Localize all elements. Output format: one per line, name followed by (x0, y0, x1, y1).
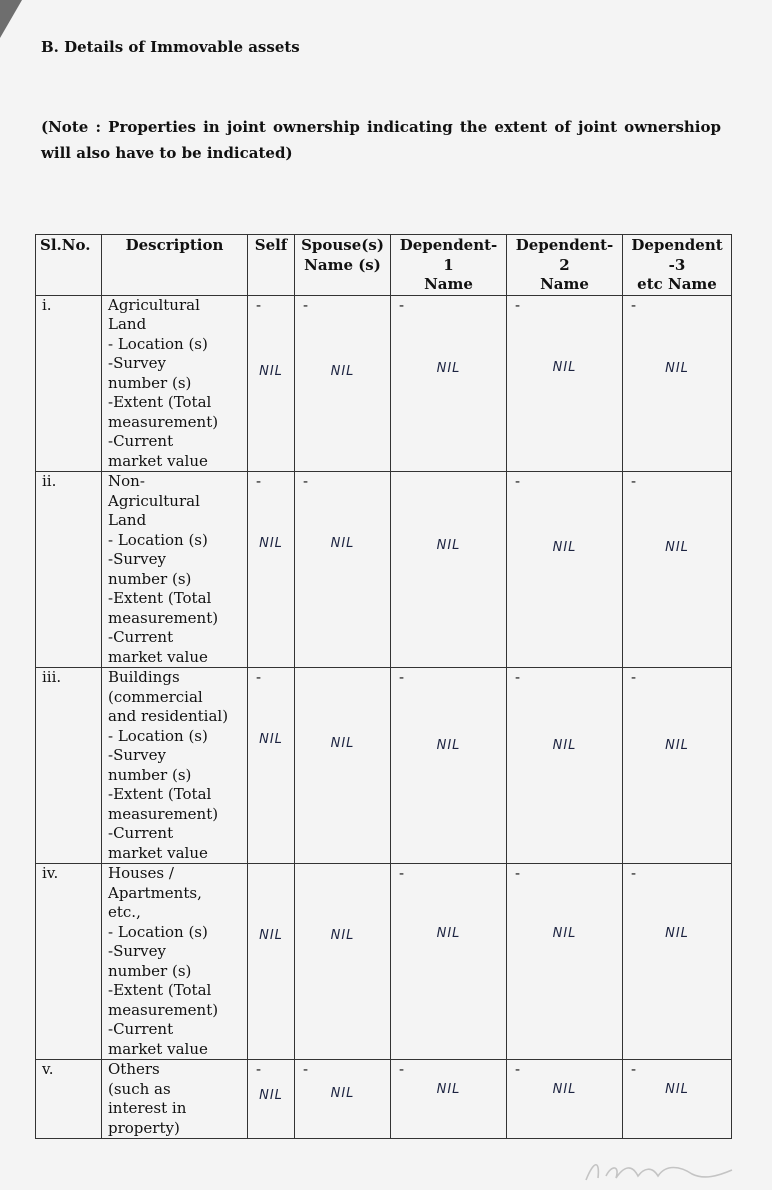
desc-line: - Location (s) (108, 530, 208, 549)
spouse-cell (295, 295, 391, 472)
dependent-3-cell (623, 472, 732, 668)
handwritten-entry: NIL (436, 926, 461, 941)
desc-line: -Current (108, 432, 174, 450)
col-header-dep1-line3: Name (424, 275, 473, 293)
dash-mark: - (256, 1060, 262, 1078)
row-sl-no: iv. (36, 864, 102, 1060)
row-sl-no: i. (36, 295, 102, 472)
dependent-2-cell (507, 295, 623, 472)
handwritten-entry: NIL (665, 926, 689, 941)
dash-mark: - (515, 472, 521, 490)
dash-mark: - (515, 864, 521, 882)
dash-mark: - (399, 668, 405, 686)
dependent-1-cell (391, 864, 507, 1060)
desc-line: property) (108, 1118, 180, 1137)
col-header-dep3-line1: Dependent (631, 236, 723, 254)
dash-mark: - (631, 1060, 637, 1078)
dependent-3-cell (623, 864, 732, 1060)
col-header-sl-no: Sl.No. (36, 235, 102, 296)
handwritten-entry: NIL (436, 538, 461, 553)
handwritten-entry: NIL (552, 738, 577, 753)
desc-line: Buildings (108, 668, 180, 686)
desc-line: -Survey (108, 942, 167, 960)
desc-line: -Current (108, 824, 174, 842)
dash-mark: - (399, 1060, 405, 1078)
row-sl-no: iii. (36, 668, 102, 864)
dependent-1-cell (391, 295, 507, 472)
desc-line: number (s) (108, 765, 192, 784)
handwritten-entry: NIL (552, 359, 577, 375)
desc-line: Apartments, (108, 883, 202, 902)
dash-mark: - (256, 472, 262, 490)
desc-line: Land (108, 511, 147, 529)
handwritten-entry: NIL (665, 540, 689, 555)
handwritten-entry: NIL (330, 736, 355, 751)
dash-mark: - (303, 295, 309, 314)
page-corner-shadow (0, 0, 22, 38)
desc-line: measurement) (108, 608, 219, 627)
dash-mark: - (399, 864, 405, 882)
handwritten-entry: NIL (436, 360, 461, 376)
immovable-assets-table (35, 234, 732, 1139)
desc-line: - Location (s) (108, 726, 208, 745)
desc-line: -Extent (Total (108, 589, 212, 607)
dash-mark: - (631, 864, 637, 882)
desc-line: - Location (s) (108, 922, 208, 941)
dependent-3-cell (623, 1060, 732, 1139)
self-cell (248, 1060, 295, 1139)
desc-line: measurement) (108, 1000, 219, 1019)
handwritten-entry: NIL (552, 1082, 577, 1097)
dash-mark: - (631, 295, 637, 314)
desc-line: -Survey (108, 550, 167, 568)
desc-line: market value (108, 843, 208, 862)
spouse-cell (295, 668, 391, 864)
desc-line: measurement) (108, 412, 219, 431)
col-header-self: Self (248, 235, 295, 296)
desc-line: Non- (108, 472, 145, 490)
self-cell (248, 472, 295, 668)
desc-line: - Location (s) (108, 334, 208, 353)
desc-line: Others (108, 1060, 160, 1078)
table-row (36, 668, 732, 864)
dependent-2-cell (507, 472, 623, 668)
dash-mark: - (256, 668, 262, 686)
handwritten-entry: NIL (259, 928, 283, 943)
row-description (102, 864, 248, 1060)
dash-mark: - (515, 668, 521, 686)
desc-line: interest in (108, 1099, 187, 1117)
col-header-dep1-line1: Dependent- (399, 236, 498, 254)
col-header-dependent-3 (623, 235, 732, 296)
desc-line: number (s) (108, 569, 192, 588)
desc-line: and residential) (108, 707, 229, 725)
desc-line: number (s) (108, 961, 192, 980)
handwritten-entry: NIL (436, 1082, 461, 1097)
desc-line: (such as (108, 1079, 171, 1098)
dependent-1-cell (391, 668, 507, 864)
desc-line: Land (108, 315, 147, 333)
row-description (102, 668, 248, 864)
row-sl-no: ii. (36, 472, 102, 668)
table-row (36, 472, 732, 668)
table-header-row (36, 235, 732, 296)
handwritten-entry: NIL (552, 926, 577, 941)
self-cell (248, 864, 295, 1060)
row-description (102, 295, 248, 472)
handwritten-entry: NIL (330, 363, 355, 379)
dash-mark: - (515, 295, 521, 314)
desc-line: market value (108, 1039, 208, 1058)
dash-mark: - (303, 472, 309, 490)
dash-mark: - (256, 295, 262, 314)
col-header-spouse (295, 235, 391, 296)
dependent-2-cell (507, 668, 623, 864)
dependent-3-cell (623, 668, 732, 864)
desc-line: Houses / (108, 864, 174, 882)
desc-line: market value (108, 451, 208, 470)
col-header-description: Description (102, 235, 248, 296)
dash-mark: - (399, 295, 405, 314)
desc-line: market value (108, 647, 208, 666)
row-description (102, 1060, 248, 1139)
desc-line: etc., (108, 903, 141, 921)
dash-mark: - (631, 668, 637, 686)
handwritten-entry: NIL (330, 928, 355, 943)
handwritten-entry: NIL (665, 360, 689, 376)
section-heading: B. Details of Immovable assets (41, 38, 300, 56)
handwritten-entry: NIL (665, 1082, 689, 1097)
table-row (36, 295, 732, 472)
desc-line: -Current (108, 628, 174, 646)
desc-line: -Current (108, 1020, 174, 1038)
col-header-dep2-line1: Dependent- (515, 236, 614, 254)
col-header-dependent-2 (507, 235, 623, 296)
desc-line: -Extent (Total (108, 981, 212, 999)
col-header-dep3-line2: -3 (668, 255, 686, 274)
desc-line: number (s) (108, 373, 192, 392)
col-header-dep2-line2: 2 (559, 255, 570, 274)
dependent-2-cell (507, 1060, 623, 1139)
dependent-1-cell (391, 1060, 507, 1139)
handwritten-entry: NIL (436, 738, 461, 753)
dash-mark: - (303, 1060, 309, 1078)
handwritten-entry: NIL (259, 363, 283, 379)
handwritten-entry: NIL (330, 1086, 355, 1101)
joint-ownership-note: (Note : Properties in joint ownership indicating the extent of joint ownershiop will also have to be indicated) (41, 118, 721, 162)
self-cell (248, 668, 295, 864)
signature-scribble (580, 1154, 740, 1188)
col-header-dep1-line2: 1 (443, 255, 454, 274)
col-header-spouse-line1: Spouse(s) (301, 236, 384, 254)
dependent-2-cell (507, 864, 623, 1060)
col-header-dep3-line3: etc Name (637, 275, 717, 293)
handwritten-entry: NIL (330, 536, 355, 551)
handwritten-entry: NIL (259, 1088, 283, 1103)
dash-mark: - (515, 1060, 521, 1078)
handwritten-entry: NIL (665, 738, 689, 753)
col-header-dep2-line3: Name (540, 275, 589, 293)
desc-line: -Extent (Total (108, 393, 212, 411)
dependent-3-cell (623, 295, 732, 472)
handwritten-entry: NIL (259, 732, 283, 747)
row-sl-no: v. (36, 1060, 102, 1139)
dependent-1-cell (391, 472, 507, 668)
desc-line: -Extent (Total (108, 785, 212, 803)
dash-mark: - (631, 472, 637, 490)
handwritten-entry: NIL (259, 536, 283, 551)
desc-line: -Survey (108, 354, 167, 372)
spouse-cell (295, 864, 391, 1060)
desc-line: (commercial (108, 687, 203, 706)
desc-line: Agricultural (108, 295, 200, 314)
col-header-spouse-line2: Name (s) (304, 255, 381, 274)
spouse-cell (295, 1060, 391, 1139)
table-row (36, 864, 732, 1060)
table-row (36, 1060, 732, 1139)
desc-line: -Survey (108, 746, 167, 764)
desc-line: measurement) (108, 804, 219, 823)
self-cell (248, 295, 295, 472)
handwritten-entry: NIL (552, 540, 577, 555)
spouse-cell (295, 472, 391, 668)
desc-line: Agricultural (108, 491, 200, 510)
col-header-dependent-1 (391, 235, 507, 296)
row-description (102, 472, 248, 668)
